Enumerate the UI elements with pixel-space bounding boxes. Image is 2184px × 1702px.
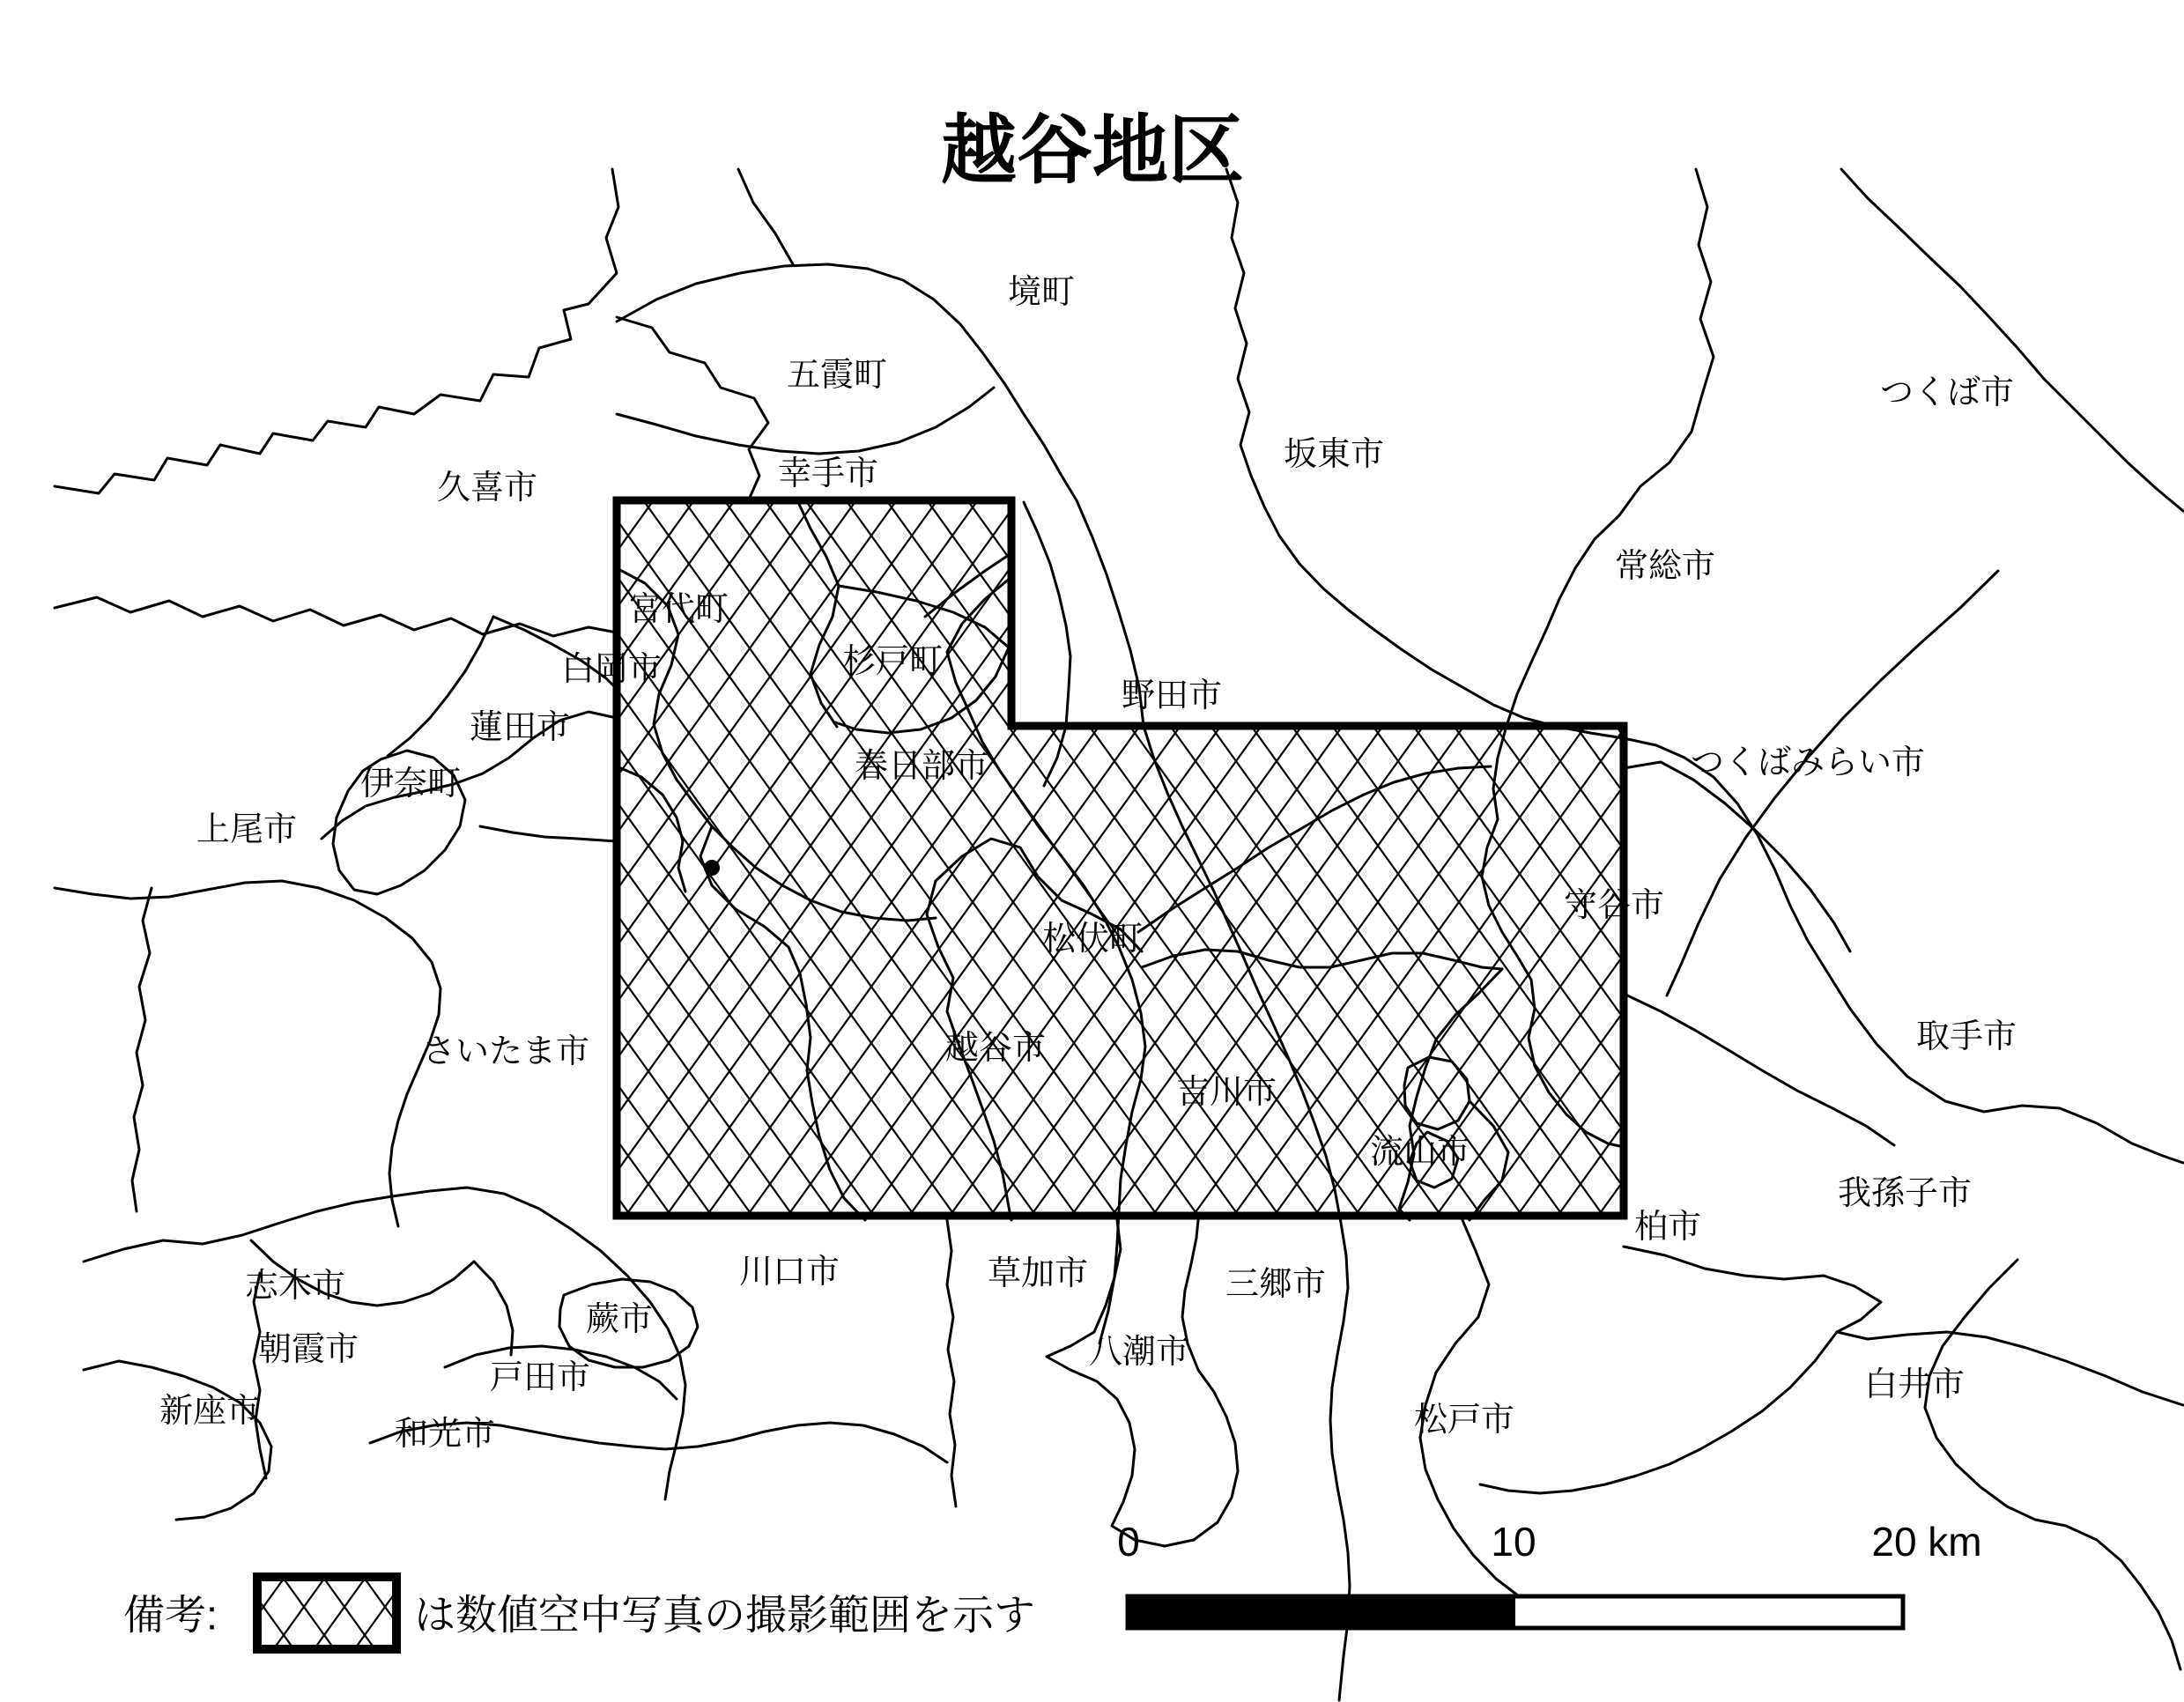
scale-bar-filled-segment: [1128, 1596, 1515, 1628]
place-label: 三郷市: [1225, 1266, 1327, 1303]
place-label: 五霞町: [786, 357, 888, 394]
place-label: 松伏町: [1041, 921, 1144, 958]
place-label: さいたま市: [421, 1033, 590, 1070]
place-label: 幸手市: [777, 455, 879, 492]
pond-dot: [704, 860, 720, 876]
place-label: つくば市: [1879, 374, 2015, 411]
scale-tick-0: 0: [1117, 1519, 1140, 1565]
place-label: 常総市: [1614, 548, 1716, 585]
place-label: 我孫子市: [1837, 1175, 1973, 1212]
place-label: 吉川市: [1175, 1074, 1277, 1111]
place-label: 久喜市: [436, 470, 538, 507]
place-label: 白岡市: [560, 651, 663, 688]
place-label: 境町: [1007, 274, 1076, 311]
place-label: 野田市: [1121, 677, 1223, 714]
place-label: 柏市: [1633, 1209, 1702, 1246]
place-label: 守谷市: [1563, 887, 1665, 924]
place-label: 和光市: [394, 1416, 496, 1453]
place-label: 宮代町: [627, 591, 729, 628]
place-label: 春日部市: [854, 748, 989, 785]
place-label: 白井市: [1863, 1366, 1966, 1403]
place-label: 流山市: [1369, 1134, 1471, 1171]
place-label: 松戸市: [1413, 1402, 1515, 1439]
place-label: つくばみらい市: [1690, 744, 1926, 781]
place-label: 戸田市: [489, 1359, 591, 1396]
place-label: 蕨市: [585, 1301, 654, 1338]
place-label: 新座市: [159, 1393, 261, 1430]
place-label: 八潮市: [1088, 1334, 1190, 1371]
legend-prefix: 備考:: [123, 1591, 218, 1639]
place-label: 伊奈町: [359, 766, 462, 803]
place-label: 坂東市: [1283, 436, 1385, 473]
place-label: 草加市: [987, 1255, 1089, 1292]
place-label: 志木市: [244, 1268, 346, 1305]
scale-tick-20km: 20 km: [1871, 1519, 1982, 1565]
place-label: 川口市: [738, 1254, 840, 1291]
place-label: 蓮田市: [469, 709, 571, 746]
legend-hatch-swatch: [257, 1577, 396, 1649]
place-label: 杉戸町: [841, 643, 944, 680]
place-label: 越谷市: [944, 1030, 1047, 1067]
page-title: 越谷地区: [941, 108, 1244, 193]
place-label: 取手市: [1915, 1018, 2017, 1055]
place-label: 朝霞市: [257, 1331, 359, 1368]
legend-note: は数値空中写真の撮影範囲を示す: [414, 1591, 1035, 1639]
scale-tick-10: 10: [1491, 1519, 1536, 1565]
place-label: 上尾市: [196, 811, 298, 848]
